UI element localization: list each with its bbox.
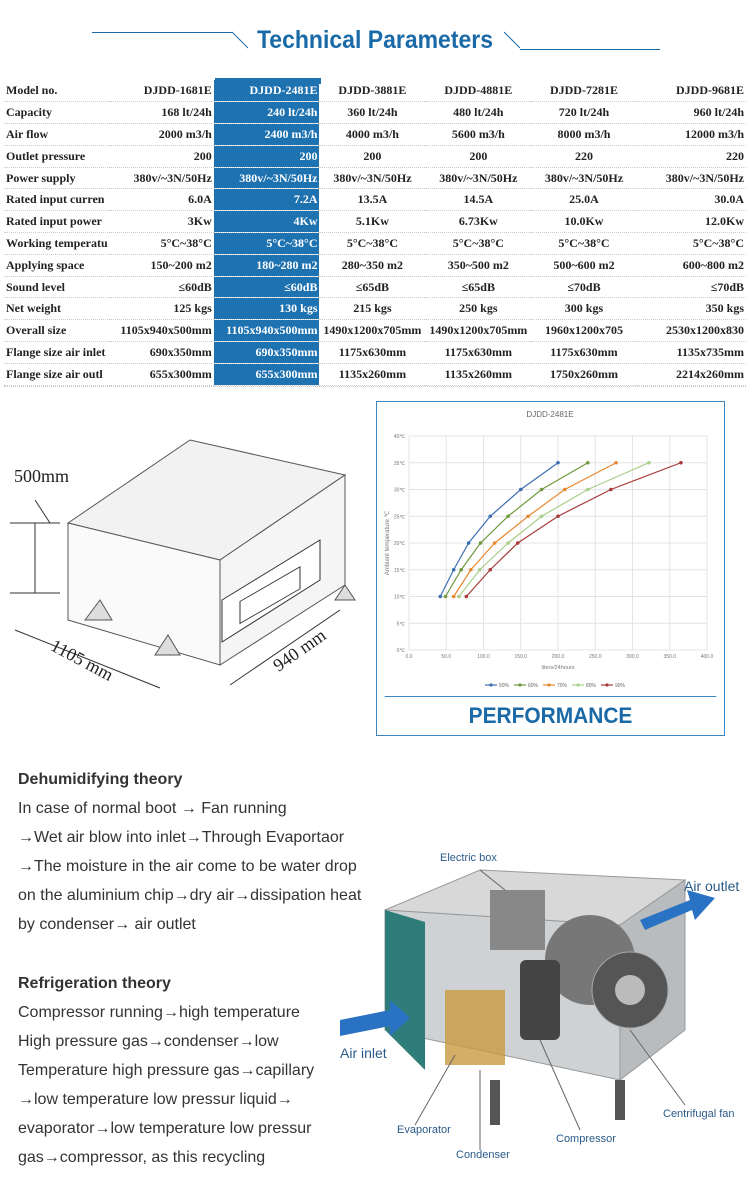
data-point xyxy=(526,514,530,518)
height-dimension-label: 500mm xyxy=(14,466,70,486)
x-axis-label: liters/24hours xyxy=(541,665,575,671)
theory-line: on the aluminium chip→dry air→dissipation heat xyxy=(18,887,362,904)
cell: 5°C~38°C xyxy=(425,233,531,255)
x-tick-label: 300.0 xyxy=(626,654,639,660)
theory-line: Compressor running→high temperature xyxy=(18,1004,300,1021)
legend-label: 50% xyxy=(499,683,510,689)
x-tick-label: 350.0 xyxy=(663,654,677,660)
y-tick-label: 35℃ xyxy=(393,460,405,467)
data-point xyxy=(469,568,473,572)
data-point xyxy=(478,568,482,572)
cell: 1175x630mm xyxy=(531,342,636,364)
data-point xyxy=(467,541,471,545)
row-label: Capacity xyxy=(4,102,110,124)
data-point xyxy=(563,488,567,492)
cell: 1135x260mm xyxy=(425,363,531,385)
table-row xyxy=(4,211,746,233)
data-point xyxy=(586,461,590,465)
cell: 8000 m3/h xyxy=(531,124,636,146)
data-point xyxy=(457,595,461,599)
cell: 7.2A xyxy=(214,189,320,211)
data-point xyxy=(452,568,456,572)
cell: 200 xyxy=(319,145,425,167)
cell: 5°C~38°C xyxy=(531,233,636,255)
cell: DJDD-3881E xyxy=(319,80,425,102)
cell: 168 lt/24h xyxy=(110,102,214,124)
data-point xyxy=(556,461,560,465)
table-row xyxy=(4,276,746,298)
cell: 13.5A xyxy=(319,189,425,211)
cell: 380v/~3N/50Hz xyxy=(637,167,746,189)
x-tick-label: 50.0 xyxy=(441,654,452,660)
air-inlet-label: Air inlet xyxy=(340,1045,387,1061)
data-point xyxy=(609,488,613,492)
data-point xyxy=(516,541,520,545)
cell: 200 xyxy=(425,145,531,167)
row-label: Overall size xyxy=(4,320,110,342)
table-row xyxy=(4,298,746,320)
cell: ≤65dB xyxy=(319,276,425,298)
legend-marker xyxy=(518,683,521,686)
cell: 130 kgs xyxy=(214,298,320,320)
table-row xyxy=(4,145,746,167)
cell: 1750x260mm xyxy=(531,363,636,385)
condenser-label: Condenser xyxy=(456,1149,510,1161)
cell: 240 lt/24h xyxy=(214,102,320,124)
x-tick-label: 0.0 xyxy=(405,654,413,660)
cell: 5600 m3/h xyxy=(425,124,531,146)
cell: 4000 m3/h xyxy=(319,124,425,146)
row-label: Applying space xyxy=(4,254,110,276)
table-row xyxy=(4,254,746,276)
evaporator-label: Evaporator xyxy=(397,1124,451,1136)
cell: 5°C~38°C xyxy=(214,233,320,255)
series-line-50% xyxy=(440,463,558,597)
legend-label: 60% xyxy=(528,683,539,689)
cell: 655x300mm xyxy=(214,363,320,385)
compressor-label: Compressor xyxy=(556,1133,616,1145)
performance-label: PERFORMANCE xyxy=(385,696,717,736)
y-tick-label: 5℃ xyxy=(396,621,405,628)
row-label: Outlet pressure xyxy=(4,145,110,167)
cell: 6.0A xyxy=(110,189,214,211)
x-tick-label: 400.0 xyxy=(700,654,714,660)
data-point xyxy=(459,568,463,572)
cell: 30.0A xyxy=(637,189,746,211)
y-tick-label: 0℃ xyxy=(396,648,405,654)
y-tick-label: 30℃ xyxy=(393,487,405,494)
cell: 300 kgs xyxy=(531,298,636,320)
cell: 1490x1200x705mm xyxy=(319,320,425,342)
cell: 360 lt/24h xyxy=(319,102,425,124)
row-label: Net weight xyxy=(4,298,110,320)
cell: 960 lt/24h xyxy=(637,102,746,124)
cell: 5.1Kw xyxy=(319,211,425,233)
data-point xyxy=(488,568,492,572)
cell: 500~600 m2 xyxy=(531,254,636,276)
table-row xyxy=(4,124,746,146)
data-point xyxy=(519,488,523,492)
data-point xyxy=(614,461,618,465)
cell: DJDD-2481E xyxy=(214,80,320,102)
cell: 1175x630mm xyxy=(319,342,425,364)
cell: 2530x1200x830 xyxy=(637,320,746,342)
cell: ≤70dB xyxy=(637,276,746,298)
cell: 480 lt/24h xyxy=(425,102,531,124)
dehumidifying-title: Dehumidifying theory xyxy=(18,771,183,788)
data-point xyxy=(556,514,560,518)
cell: 1175x630mm xyxy=(425,342,531,364)
cell: 380v/~3N/50Hz xyxy=(214,167,320,189)
theory-line: →Wet air blow into inlet→Through Evaportaor xyxy=(18,829,345,846)
legend-marker xyxy=(605,683,608,686)
y-tick-label: 10℃ xyxy=(393,594,405,601)
data-point xyxy=(465,595,469,599)
cell: 280~350 m2 xyxy=(319,254,425,276)
performance-chart xyxy=(377,402,723,697)
length-dimension-label: 1105 mm xyxy=(47,635,117,685)
cell: 380v/~3N/50Hz xyxy=(110,167,214,189)
cell: 1135x735mm xyxy=(637,342,746,364)
data-point xyxy=(444,595,448,599)
cell: 690x350mm xyxy=(214,342,320,364)
cell: 655x300mm xyxy=(110,363,214,385)
row-label: Model no. xyxy=(4,80,110,102)
table-row xyxy=(4,80,746,102)
table-row xyxy=(4,320,746,342)
cell: 200 xyxy=(214,145,320,167)
divider xyxy=(4,386,746,387)
x-tick-label: 100.0 xyxy=(477,654,490,660)
cell: 6.73Kw xyxy=(425,211,531,233)
cell: 125 kgs xyxy=(110,298,214,320)
x-tick-label: 200.0 xyxy=(551,654,565,660)
cell: ≤70dB xyxy=(531,276,636,298)
cell: 1490x1200x705mm xyxy=(425,320,531,342)
theory-line: →The moisture in the air come to be water drop xyxy=(18,858,357,875)
cell: 380v/~3N/50Hz xyxy=(425,167,531,189)
data-point xyxy=(506,514,510,518)
x-tick-label: 250.0 xyxy=(588,654,602,660)
cell: DJDD-7281E xyxy=(531,80,636,102)
row-label: Rated input curren xyxy=(4,189,110,211)
cell: 2000 m3/h xyxy=(110,124,214,146)
cell: 1135x260mm xyxy=(319,363,425,385)
centrifugal-fan-label: Centrifugal fan xyxy=(663,1108,735,1120)
data-point xyxy=(540,488,544,492)
air-outlet-label: Air outlet xyxy=(684,878,740,894)
cell: ≤65dB xyxy=(425,276,531,298)
cell: 150~200 m2 xyxy=(110,254,214,276)
cell: 5°C~38°C xyxy=(637,233,746,255)
cell: 14.5A xyxy=(425,189,531,211)
cell: ≤60dB xyxy=(110,276,214,298)
cell: ≤60dB xyxy=(214,276,320,298)
cell: 215 kgs xyxy=(319,298,425,320)
table-row xyxy=(4,189,746,211)
cell: 3Kw xyxy=(110,211,214,233)
legend-label: 80% xyxy=(586,683,597,689)
theory-line: evaporator→low temperature low pressur xyxy=(18,1120,312,1137)
cell: 25.0A xyxy=(531,189,636,211)
data-point xyxy=(540,514,544,518)
cell: 1105x940x500mm xyxy=(110,320,214,342)
theory-line: →low temperature low pressur liquid→ xyxy=(18,1091,293,1108)
cell: 10.0Kw xyxy=(531,211,636,233)
data-point xyxy=(493,541,497,545)
cell: 4Kw xyxy=(214,211,320,233)
theory-line: Temperature high pressure gas→capillary xyxy=(18,1062,315,1079)
cell: 350 kgs xyxy=(637,298,746,320)
cell: 350~500 m2 xyxy=(425,254,531,276)
y-axis-label: Ambient temperature ℃ xyxy=(385,510,391,576)
cell: 220 xyxy=(531,145,636,167)
theory-line: High pressure gas→condenser→low xyxy=(18,1033,279,1050)
legend-marker xyxy=(489,683,492,686)
x-tick-label: 150.0 xyxy=(514,654,528,660)
row-label: Power supply xyxy=(4,167,110,189)
row-label: Sound level xyxy=(4,276,110,298)
data-point xyxy=(647,461,651,465)
cell: 5°C~38°C xyxy=(110,233,214,255)
legend-marker xyxy=(576,683,579,686)
legend-marker xyxy=(547,683,550,686)
cell: 380v/~3N/50Hz xyxy=(531,167,636,189)
cell: 2214x260mm xyxy=(637,363,746,385)
series-line-90% xyxy=(466,463,681,597)
title-line-slant-right xyxy=(502,30,522,50)
page-title: Technical Parameters xyxy=(256,26,494,54)
title-line-right xyxy=(520,49,660,50)
row-label: Working temperatu xyxy=(4,233,110,255)
row-label: Air flow xyxy=(4,124,110,146)
y-tick-label: 15℃ xyxy=(393,567,405,574)
cell: 200 xyxy=(110,145,214,167)
cell: DJDD-9681E xyxy=(637,80,746,102)
cell: 250 kgs xyxy=(425,298,531,320)
table-row xyxy=(4,363,746,385)
dehumidifying-theory xyxy=(18,765,361,939)
y-tick-label: 20℃ xyxy=(393,541,405,547)
cell: 5°C~38°C xyxy=(319,233,425,255)
legend-label: 70% xyxy=(557,683,568,689)
data-point xyxy=(679,461,683,465)
cell: 690x350mm xyxy=(110,342,214,364)
table-row xyxy=(4,342,746,364)
row-label: Flange size air inlet xyxy=(4,342,110,364)
electric-box-label: Electric box xyxy=(440,852,497,864)
cell: 180~280 m2 xyxy=(214,254,320,276)
width-dimension-label: 940 mm xyxy=(269,624,330,676)
refrigeration-title: Refrigeration theory xyxy=(18,975,171,992)
cell: 380v/~3N/50Hz xyxy=(319,167,425,189)
theory-line: by condenser→ air outlet xyxy=(18,916,196,933)
chart-title: DJDD-2481E xyxy=(526,410,574,419)
cell: DJDD-1681E xyxy=(110,80,214,102)
cell: DJDD-4881E xyxy=(425,80,531,102)
theory-line: In case of normal boot → Fan running xyxy=(18,800,287,817)
legend-label: 90% xyxy=(615,683,626,689)
data-point xyxy=(506,541,510,545)
cell: 1960x1200x705 xyxy=(531,320,636,342)
cell: 12.0Kw xyxy=(637,211,746,233)
data-point xyxy=(438,595,442,599)
table-row xyxy=(4,167,746,189)
refrigeration-theory xyxy=(18,969,314,1172)
cell: 12000 m3/h xyxy=(637,124,746,146)
cell: 1105x940x500mm xyxy=(214,320,320,342)
table-row xyxy=(4,102,746,124)
cell: 720 lt/24h xyxy=(531,102,636,124)
cell: 220 xyxy=(637,145,746,167)
row-label: Rated input power xyxy=(4,211,110,233)
performance-chart-box xyxy=(376,401,725,736)
cell: 600~800 m2 xyxy=(637,254,746,276)
data-point xyxy=(586,488,590,492)
theory-line: gas→compressor, as this recycling xyxy=(18,1149,266,1166)
spec-table xyxy=(4,80,746,386)
data-point xyxy=(488,514,492,518)
row-label: Flange size air outl xyxy=(4,363,110,385)
series-line-70% xyxy=(454,463,616,597)
y-tick-label: 40℃ xyxy=(393,434,405,440)
data-point xyxy=(479,541,483,545)
y-tick-label: 25℃ xyxy=(393,514,405,521)
data-point xyxy=(452,595,456,599)
cell: 2400 m3/h xyxy=(214,124,320,146)
table-row xyxy=(4,233,746,255)
